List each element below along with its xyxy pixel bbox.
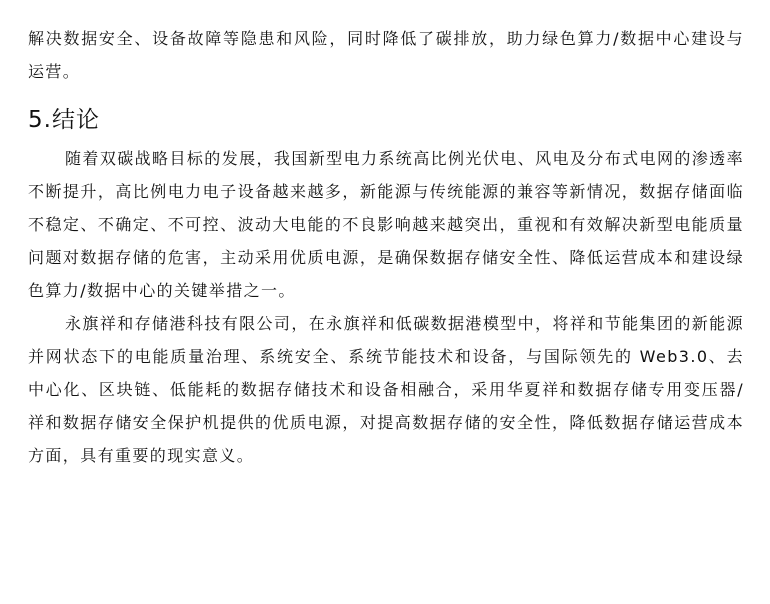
section-heading: 5.结论 [28,107,100,133]
document-page [28,22,744,472]
conclusion-paragraph-1: 随着双碳战略目标的发展，我国新型电力系统高比例光伏电、风电及分布式电网的渗透率不断提升，高比例电力电子设备越来越多，新能源与传统能源的兼容等新情况，数据存储面临不稳定、不确定、不可控、波动大电能的不良影响越来越突出，重视和有效解决新型电能质量问题对数据存储的危害，主动采用优质电源，是确保数据存储安全性、降低运营成本和建设绿色算力/数据中心的关键举措之一。 [28,149,744,300]
lead-paragraph: 解决数据安全、设备故障等隐患和风险，同时降低了碳排放，助力绿色算力/数据中心建设与运营。 [28,29,744,81]
conclusion-paragraph-2: 永旗祥和存储港科技有限公司，在永旗祥和低碳数据港模型中，将祥和节能集团的新能源并网状态下的电能质量治理、系统安全、系统节能技术和设备，与国际领先的 Web3.0、去中心化、区块链、低能耗的数据存储技术和设备相融合，采用华夏祥和数据存储专用变压器/祥和数据存储安全保护机提供的优质电源，对提高数据存储的安全性，降低数据存储运营成本方面，具有重要的现实意义。 [28,314,744,465]
